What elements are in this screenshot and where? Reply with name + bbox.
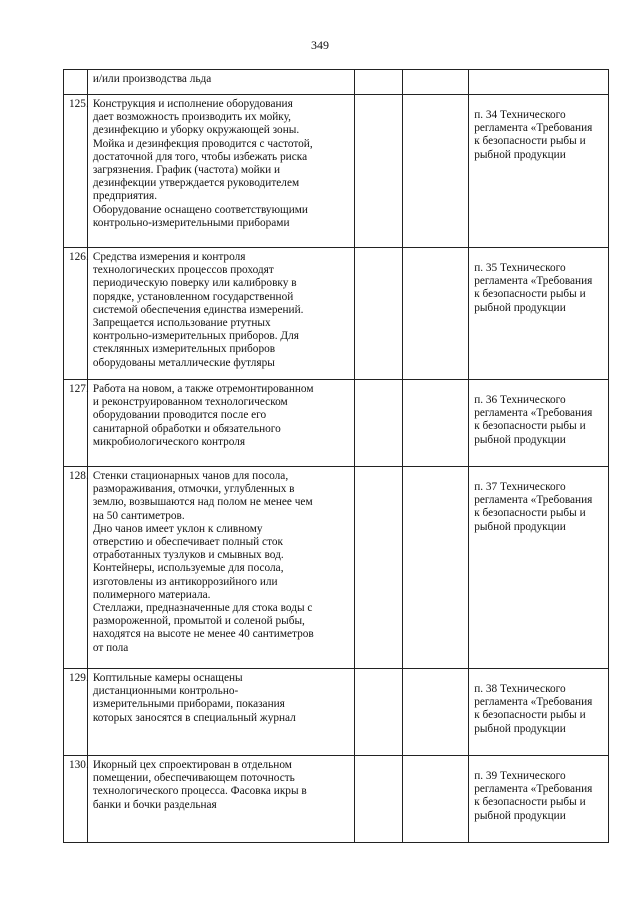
table-row bbox=[64, 95, 609, 248]
requirement-line: помещении, обеспечивающем поточность bbox=[92, 772, 295, 785]
requirement-line: Конструкция и исполнение оборудования bbox=[92, 98, 293, 110]
reference-text bbox=[474, 262, 604, 315]
requirement-line: Мойка и дезинфекция проводится с частотой, bbox=[92, 137, 313, 150]
requirement-line: санитарной обработки и обязательного bbox=[92, 422, 281, 435]
reference-line: регламента «Требования bbox=[474, 275, 593, 288]
requirement-line: Контейнеры, используемые для посола, bbox=[92, 562, 284, 575]
reference-line: к безопасности рыбы и bbox=[474, 796, 586, 809]
requirement-line: изготовлены из антикоррозийного или bbox=[92, 575, 278, 588]
item-number: 125. bbox=[64, 95, 88, 248]
reference-text bbox=[474, 683, 604, 736]
reference-cell bbox=[469, 380, 609, 467]
table-row bbox=[64, 669, 609, 756]
reference-line: п. 38 Технического bbox=[474, 683, 566, 695]
requirement-line: достаточной для того, чтобы избежать риска bbox=[92, 150, 308, 163]
empty-cell bbox=[403, 380, 469, 467]
requirement-line: и/или производства льда bbox=[92, 73, 212, 85]
empty-cell bbox=[403, 95, 469, 248]
reference-cell bbox=[469, 756, 609, 843]
reference-text bbox=[474, 394, 604, 447]
reference-cell bbox=[469, 669, 609, 756]
reference-line: регламента «Требования bbox=[474, 494, 593, 507]
requirement-cell bbox=[87, 380, 355, 467]
requirement-line: Средства измерения и контроля bbox=[92, 251, 246, 263]
reference-line: к безопасности рыбы и bbox=[474, 507, 586, 520]
reference-text bbox=[474, 109, 604, 162]
item-number: 129. bbox=[64, 669, 88, 756]
requirement-line: находятся на высоте не менее 40 сантиметров bbox=[92, 628, 314, 641]
requirement-line: измерительными приборами, показания bbox=[92, 698, 285, 711]
requirement-line: от пола bbox=[92, 641, 129, 654]
reference-line: к безопасности рыбы и bbox=[474, 288, 586, 301]
requirement-line: землю, возвышаются над полом не менее чем bbox=[92, 496, 313, 509]
empty-cell bbox=[355, 95, 403, 248]
requirement-cell bbox=[87, 756, 355, 843]
empty-cell bbox=[403, 467, 469, 669]
requirement-line: предприятия. bbox=[92, 190, 158, 203]
reference-line: к безопасности рыбы и bbox=[474, 420, 586, 433]
empty-cell bbox=[403, 248, 469, 380]
requirement-line: Запрещается использование ртутных bbox=[92, 317, 271, 330]
empty-cell bbox=[355, 380, 403, 467]
reference-line: рыбной продукции bbox=[474, 148, 566, 161]
requirement-line: дезинфекции утверждается руководителем bbox=[92, 177, 300, 190]
requirement-line: размороженной, промытой и соленой рыбы, bbox=[92, 615, 305, 628]
requirement-line: оборудовании проводится после его bbox=[92, 409, 267, 422]
item-number: 128. bbox=[64, 467, 88, 669]
reference-cell bbox=[469, 467, 609, 669]
requirements-table bbox=[63, 69, 609, 843]
requirement-line: дистанционными контрольно- bbox=[92, 685, 239, 698]
requirement-cell bbox=[87, 95, 355, 248]
table-row bbox=[64, 248, 609, 380]
empty-cell bbox=[403, 70, 469, 95]
reference-text bbox=[474, 481, 604, 534]
reference-line: п. 34 Технического bbox=[474, 109, 566, 121]
requirement-line: Работа на новом, а также отремонтированном bbox=[92, 383, 314, 395]
requirement-line: Коптильные камеры оснащены bbox=[92, 672, 243, 684]
item-number: 126. bbox=[64, 248, 88, 380]
requirement-line: Стеллажи, предназначенные для стока воды с bbox=[92, 602, 313, 615]
requirement-line: размораживания, отмочки, углубленных в bbox=[92, 483, 295, 496]
reference-line: регламента «Требования bbox=[474, 696, 593, 709]
reference-line: п. 39 Технического bbox=[474, 770, 566, 782]
reference-line: рыбной продукции bbox=[474, 520, 566, 533]
requirement-cell bbox=[87, 669, 355, 756]
requirement-line: технологического процесса. Фасовка икры в bbox=[92, 785, 307, 798]
requirement-cell bbox=[87, 70, 355, 95]
requirement-line: микробиологического контроля bbox=[92, 435, 246, 448]
reference-line: регламента «Требования bbox=[474, 783, 593, 796]
requirement-line: на 50 сантиметров. bbox=[92, 509, 185, 522]
requirement-line: порядке, установленном государственной bbox=[92, 290, 294, 303]
requirement-line: загрязнения. График (частота) мойки и bbox=[92, 164, 281, 177]
reference-line: регламента «Требования bbox=[474, 407, 593, 420]
reference-line: к безопасности рыбы и bbox=[474, 135, 586, 148]
requirement-line: отработанных тузлуков и смывных вод. bbox=[92, 549, 284, 562]
reference-text bbox=[474, 770, 604, 823]
table-row bbox=[64, 467, 609, 669]
requirement-cell bbox=[87, 248, 355, 380]
reference-cell bbox=[469, 70, 609, 95]
requirement-cell bbox=[87, 467, 355, 669]
empty-cell bbox=[403, 756, 469, 843]
reference-line: п. 35 Технического bbox=[474, 262, 566, 274]
requirement-line: Дно чанов имеет уклон к сливному bbox=[92, 522, 263, 535]
page-number: 349 bbox=[311, 38, 329, 52]
requirement-line: оборудованы металлические футляры bbox=[92, 356, 275, 369]
reference-line: рыбной продукции bbox=[474, 301, 566, 314]
requirement-line: Икорный цех спроектирован в отдельном bbox=[92, 759, 292, 771]
requirement-line: дает возможность производить их мойку, bbox=[92, 111, 291, 124]
reference-line: п. 37 Технического bbox=[474, 481, 566, 493]
reference-line: рыбной продукции bbox=[474, 722, 566, 735]
empty-cell bbox=[355, 669, 403, 756]
requirement-line: Оборудование оснащено соответствующими bbox=[92, 203, 308, 216]
table-row bbox=[64, 70, 609, 95]
requirement-line: дезинфекцию и уборку окружающей зоны. bbox=[92, 124, 300, 137]
empty-cell bbox=[355, 756, 403, 843]
requirement-line: Стенки стационарных чанов для посола, bbox=[92, 470, 289, 482]
reference-line: рыбной продукции bbox=[474, 809, 566, 822]
requirement-line: периодическую поверку или калибровку в bbox=[92, 277, 297, 290]
requirement-line: контрольно-измерительных приборов. Для bbox=[92, 330, 299, 343]
empty-cell bbox=[403, 669, 469, 756]
requirement-line: технологических процессов проходят bbox=[92, 264, 274, 277]
item-number: 127. bbox=[64, 380, 88, 467]
empty-cell bbox=[355, 70, 403, 95]
requirement-line: банки и бочки раздельная bbox=[92, 798, 217, 811]
table-row bbox=[64, 756, 609, 843]
reference-line: рыбной продукции bbox=[474, 433, 566, 446]
requirement-line: стеклянных измерительных приборов bbox=[92, 343, 276, 356]
empty-cell bbox=[355, 467, 403, 669]
table-row bbox=[64, 380, 609, 467]
requirement-line: которых заносятся в специальный журнал bbox=[92, 711, 296, 724]
reference-cell bbox=[469, 248, 609, 380]
item-number bbox=[64, 70, 88, 95]
reference-line: к безопасности рыбы и bbox=[474, 709, 586, 722]
requirement-line: системой обеспечения единства измерений. bbox=[92, 303, 304, 316]
empty-cell bbox=[355, 248, 403, 380]
item-number: 130. bbox=[64, 756, 88, 843]
requirement-line: полимерного материала. bbox=[92, 588, 211, 601]
reference-line: регламента «Требования bbox=[474, 122, 593, 135]
requirement-line: отверстию и обеспечивает полный сток bbox=[92, 536, 283, 549]
reference-line: п. 36 Технического bbox=[474, 394, 566, 406]
requirement-line: и реконструированном технологическом bbox=[92, 396, 288, 409]
requirement-line: контрольно-измерительными приборами bbox=[92, 216, 290, 229]
reference-cell bbox=[469, 95, 609, 248]
